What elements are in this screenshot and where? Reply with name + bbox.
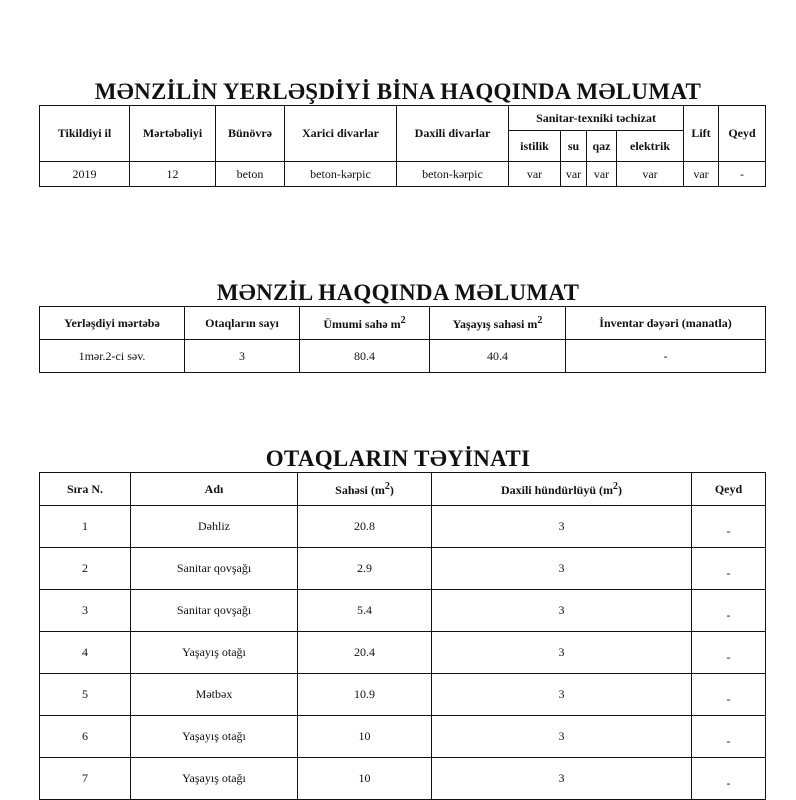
cell-elektrik: var bbox=[617, 162, 684, 187]
paren-close: ) bbox=[618, 482, 623, 497]
superscript-2: 2 bbox=[384, 480, 390, 492]
superscript-2: 2 bbox=[400, 314, 406, 326]
header-qaz: qaz bbox=[587, 131, 617, 162]
cell-mertebeliyi: 12 bbox=[130, 162, 216, 187]
header-su: su bbox=[561, 131, 587, 162]
table-row bbox=[40, 758, 766, 800]
cell-sahesi: 20.8 bbox=[298, 506, 432, 548]
building-info-title: MƏNZİLİN YERLƏŞDİYİ BİNA HAQQINDA MƏLUMAT bbox=[94, 79, 702, 104]
cell-lift: var bbox=[684, 162, 719, 187]
cell-adi: Dəhliz bbox=[131, 506, 298, 548]
header-sanitar-texniki: Sanitar-texniki təchizat bbox=[509, 106, 684, 131]
cell-hundurluk: 3 bbox=[432, 632, 692, 674]
cell-su: var bbox=[561, 162, 587, 187]
table-row bbox=[40, 590, 766, 632]
cell-qeyd: - bbox=[692, 632, 766, 674]
cell-sira: 2 bbox=[40, 548, 131, 590]
header-umumi-sahe-label: Ümumi sahə m bbox=[323, 316, 401, 331]
cell-qeyd: - bbox=[692, 506, 766, 548]
cell-sira: 5 bbox=[40, 674, 131, 716]
header-istilik: istilik bbox=[509, 131, 561, 162]
header-umumi-sahe bbox=[300, 307, 430, 340]
cell-hundurluk: 3 bbox=[432, 548, 692, 590]
cell-qeyd: - bbox=[692, 758, 766, 800]
cell-adi: Mətbəx bbox=[131, 674, 298, 716]
header-yasayis-sahesi-label: Yaşayış sahəsi m bbox=[452, 316, 538, 331]
cell-sira: 3 bbox=[40, 590, 131, 632]
cell-sira: 1 bbox=[40, 506, 131, 548]
cell-hundurluk: 3 bbox=[432, 674, 692, 716]
cell-qeyd: - bbox=[692, 674, 766, 716]
header-bunovre: Bünövrə bbox=[216, 106, 285, 162]
header-inventar-deyeri: İnventar dəyəri (manatla) bbox=[566, 307, 766, 340]
cell-sahesi: 5.4 bbox=[298, 590, 432, 632]
cell-qeyd: - bbox=[692, 716, 766, 758]
cell-sahesi: 2.9 bbox=[298, 548, 432, 590]
cell-qaz: var bbox=[587, 162, 617, 187]
cell-bunovre: beton bbox=[216, 162, 285, 187]
table-row bbox=[40, 716, 766, 758]
cell-hundurluk: 3 bbox=[432, 716, 692, 758]
cell-sahesi: 20.4 bbox=[298, 632, 432, 674]
rooms-table bbox=[39, 472, 766, 800]
cell-hundurluk: 3 bbox=[432, 758, 692, 800]
building-info-table bbox=[39, 105, 766, 187]
cell-yerlesdiyi-mertebe: 1mər.2-ci səv. bbox=[40, 340, 185, 373]
header-otaqlarin-sayi: Otaqların sayı bbox=[185, 307, 300, 340]
header-daxili-hundurluyu bbox=[432, 473, 692, 506]
header-elektrik: elektrik bbox=[617, 131, 684, 162]
header-xarici-divarlar: Xarici divarlar bbox=[285, 106, 397, 162]
cell-xarici-divarlar: beton-kərpic bbox=[285, 162, 397, 187]
table-row bbox=[40, 674, 766, 716]
table-row bbox=[40, 548, 766, 590]
header-daxili-divarlar: Daxili divarlar bbox=[397, 106, 509, 162]
table-row bbox=[40, 506, 766, 548]
cell-tikildiyi-il: 2019 bbox=[40, 162, 130, 187]
cell-inventar-deyeri: - bbox=[566, 340, 766, 373]
rooms-title: OTAQLARIN TƏYİNATI bbox=[265, 446, 531, 471]
cell-sira: 6 bbox=[40, 716, 131, 758]
paren-close: ) bbox=[389, 482, 394, 497]
header-adi: Adı bbox=[131, 473, 298, 506]
cell-hundurluk: 3 bbox=[432, 506, 692, 548]
cell-sahesi: 10 bbox=[298, 716, 432, 758]
cell-daxili-divarlar: beton-kərpic bbox=[397, 162, 509, 187]
superscript-2: 2 bbox=[537, 314, 543, 326]
cell-qeyd: - bbox=[719, 162, 766, 187]
apartment-info-title: MƏNZİL HAQQINDA MƏLUMAT bbox=[216, 280, 580, 305]
cell-istilik: var bbox=[509, 162, 561, 187]
header-mertebeliyi: Mərtəbəliyi bbox=[130, 106, 216, 162]
superscript-2: 2 bbox=[613, 480, 619, 492]
header-daxili-label: Daxili hündürlüyü (m bbox=[500, 482, 614, 497]
header-sira: Sıra N. bbox=[40, 473, 131, 506]
cell-adi: Yaşayış otağı bbox=[131, 758, 298, 800]
cell-sahesi: 10.9 bbox=[298, 674, 432, 716]
cell-sira: 7 bbox=[40, 758, 131, 800]
cell-adi: Yaşayış otağı bbox=[131, 632, 298, 674]
header-yerlesdiyi-mertebe: Yerləşdiyi mərtəbə bbox=[40, 307, 185, 340]
cell-hundurluk: 3 bbox=[432, 590, 692, 632]
header-qeyd: Qeyd bbox=[692, 473, 766, 506]
cell-sira: 4 bbox=[40, 632, 131, 674]
apartment-info-table bbox=[39, 306, 766, 373]
header-lift: Lift bbox=[684, 106, 719, 162]
header-sahesi-label: Sahəsi (m bbox=[335, 482, 385, 497]
header-yasayis-sahesi bbox=[430, 307, 566, 340]
table-row bbox=[40, 340, 766, 373]
table-row bbox=[40, 632, 766, 674]
cell-adi: Sanitar qovşağı bbox=[131, 590, 298, 632]
cell-umumi-sahe: 80.4 bbox=[300, 340, 430, 373]
cell-qeyd: - bbox=[692, 590, 766, 632]
cell-sahesi: 10 bbox=[298, 758, 432, 800]
header-sahesi bbox=[298, 473, 432, 506]
header-qeyd: Qeyd bbox=[719, 106, 766, 162]
header-tikildiyi-il: Tikildiyi il bbox=[40, 106, 130, 162]
cell-qeyd: - bbox=[692, 548, 766, 590]
cell-adi: Yaşayış otağı bbox=[131, 716, 298, 758]
cell-yasayis-sahesi: 40.4 bbox=[430, 340, 566, 373]
table-row bbox=[40, 162, 766, 187]
cell-otaqlarin-sayi: 3 bbox=[185, 340, 300, 373]
cell-adi: Sanitar qovşağı bbox=[131, 548, 298, 590]
